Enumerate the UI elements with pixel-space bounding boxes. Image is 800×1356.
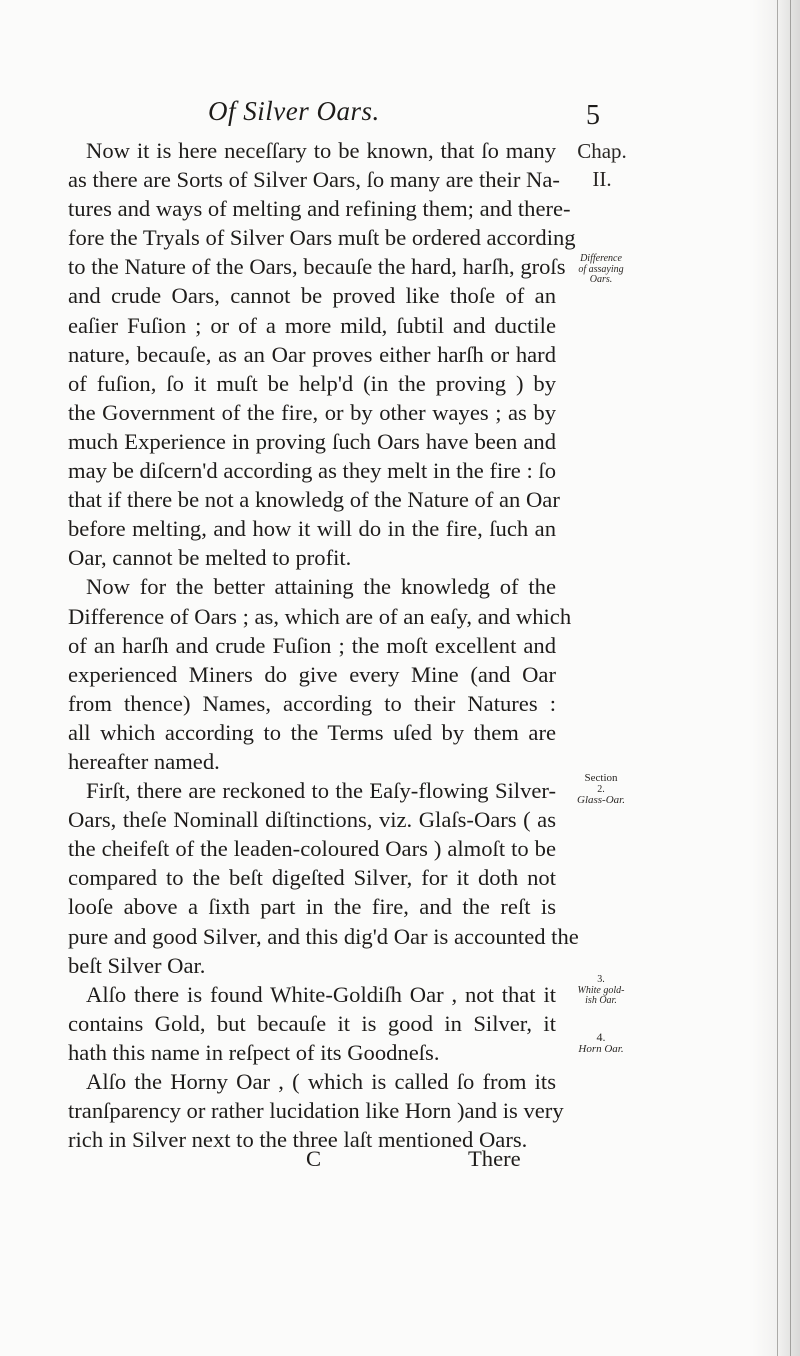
margin-note-line: Difference xyxy=(580,253,622,264)
text-line: and crude Oars, cannot be proved like thoſe of an xyxy=(68,283,556,309)
text-line: before melting, and how it will do in the fire, ſuch an xyxy=(68,516,556,542)
section-number: 4. xyxy=(596,1030,606,1044)
section-label: Glass-Oar. xyxy=(577,794,625,807)
catchword: There xyxy=(468,1146,521,1171)
page-edge-line xyxy=(777,0,778,1356)
text-line: that if there be not a knowledg of the Nature of an Oar xyxy=(68,487,560,513)
text-line: from thence) Names, according to their Natures : xyxy=(68,690,556,716)
section-label: ish Oar. xyxy=(585,995,617,1006)
text-line: the cheifeſt of the leaden-coloured Oars ) almoſt to be xyxy=(68,836,556,862)
text-line: Oars, theſe Nominall diſtinctions, viz. Glaſs-Oars ( as xyxy=(68,807,556,833)
text-line: contains Gold, but becauſe it is good in Silver, it xyxy=(68,1010,556,1036)
text-line: compared to the beſt digeſted Silver, for it doth not xyxy=(68,865,556,891)
text-line: Alſo there is found White-Goldiſh Oar , not that it xyxy=(86,981,556,1007)
text-line: experienced Miners do give every Mine (and Oar xyxy=(68,661,556,687)
text-line: hath this name in reſpect of its Goodneſs. xyxy=(68,1039,440,1065)
page-edge-shadow xyxy=(752,0,800,1356)
text-line: may be diſcern'd according as they melt in the fire : ſo xyxy=(68,458,556,484)
signature-mark: C xyxy=(306,1146,322,1171)
body-text xyxy=(68,136,579,1154)
section-label: White gold- xyxy=(577,984,625,996)
margin-note-line: Oars. xyxy=(589,274,613,285)
text-line: nature, becauſe, as an Oar proves either harſh or hard xyxy=(68,341,556,367)
text-line: tures and ways of melting and refining them; and there- xyxy=(68,196,571,222)
margin-note-section-2 xyxy=(566,773,636,807)
text-line: Now it is here neceſſary to be known, that ſo many xyxy=(86,138,556,163)
section-number: 2. xyxy=(597,783,605,795)
chapter-marker xyxy=(566,137,638,193)
text-line: Alſo the Horny Oar , ( which is called ſo from its xyxy=(86,1069,556,1094)
section-number: 3. xyxy=(597,974,605,985)
margin-note-section-3 xyxy=(566,975,636,1007)
text-line: Firſt, there are reckoned to the Eaſy-flowing Silver- xyxy=(86,778,556,804)
margin-note-difference xyxy=(566,254,636,286)
text-line: Difference of Oars ; as, which are of an eaſy, and which xyxy=(68,603,572,629)
text-line: as there are Sorts of Silver Oars, ſo many are their Na- xyxy=(68,167,560,193)
section-label: Horn Oar. xyxy=(578,1042,624,1055)
text-line: of fuſion, ſo it muſt be help'd (in the proving ) by xyxy=(68,370,556,396)
text-line: Now for the better attaining the knowledg of the xyxy=(86,574,556,600)
text-line: much Experience in proving ſuch Oars have been and xyxy=(68,428,556,454)
text-line: Oar, cannot be melted to profit. xyxy=(68,545,352,571)
text-line: pure and good Silver, and this dig'd Oar is accounted the xyxy=(68,923,579,949)
running-head: Of Silver Oars. xyxy=(208,96,380,126)
text-line: eaſier Fuſion ; or of a more mild, ſubtil and ductile xyxy=(68,312,556,338)
text-line: the Government of the fire, or by other wayes ; as by xyxy=(68,399,556,425)
text-line: rich in Silver next to the three laſt mentioned Oars. xyxy=(68,1127,528,1153)
chapter-word: Chap. xyxy=(577,139,627,163)
page-edge-line xyxy=(790,0,791,1356)
margin-note-line: of assaying xyxy=(578,263,624,275)
text-line: to the Nature of the Oars, becauſe the hard, harſh, groſs xyxy=(68,254,566,280)
chapter-number: II. xyxy=(592,167,612,191)
text-line: hereafter named. xyxy=(68,748,220,774)
margin-note-section-4 xyxy=(566,1031,636,1055)
text-line: of an harſh and crude Fuſion ; the moſt excellent and xyxy=(68,632,556,658)
text-line: fore the Tryals of Silver Oars muſt be ordered according xyxy=(68,225,576,251)
text-line: looſe above a ſixth part in the fire, and the reſt is xyxy=(68,894,556,920)
section-word: Section xyxy=(584,772,618,784)
text-line: beſt Silver Oar. xyxy=(68,952,206,978)
page-number: 5 xyxy=(586,100,600,131)
text-line: tranſparency or rather lucidation like Horn )and is very xyxy=(68,1098,564,1124)
text-line: all which according to the Terms uſed by them are xyxy=(68,719,556,745)
